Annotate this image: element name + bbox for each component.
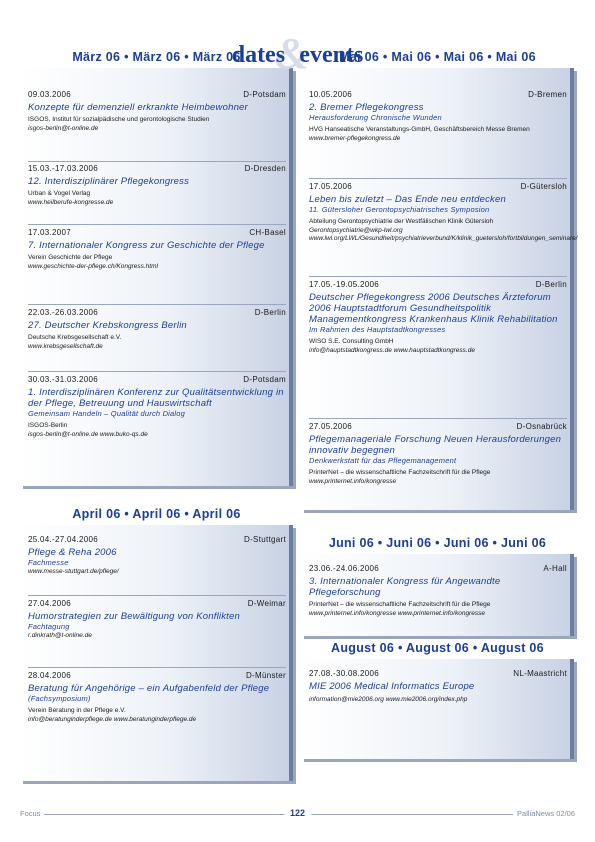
- event-subtitle: (Fachsymposium): [28, 694, 91, 703]
- event-organizer: PrinterNet – die wissenschaftliche Fachzeitschrift für die Pflege: [309, 469, 491, 476]
- event-place: D-Berlin: [535, 280, 567, 289]
- event-date: 25.04.-27.04.2006: [28, 535, 99, 544]
- event-divider: [28, 161, 286, 162]
- events-box-maerz: [20, 68, 293, 486]
- event-date: 27.08.-30.08.2006: [309, 669, 380, 678]
- event-item: [309, 422, 567, 486]
- event-title: 12. Interdisziplinärer Pflegekongress: [28, 176, 190, 187]
- event-subtitle: Fachtagung: [28, 622, 70, 631]
- event-place: D-Potsdam: [243, 375, 286, 384]
- event-item: [309, 669, 567, 705]
- event-url[interactable]: www.printernet.info/kongresse: [309, 477, 397, 485]
- month-heading-mai: Mai 06 • Mai 06 • Mai 06 • Mai 06: [339, 50, 536, 64]
- event-url[interactable]: isgos-berlin@t-online.de www.buko-qs.de: [28, 430, 148, 438]
- month-heading-juni: Juni 06 • Juni 06 • Juni 06 • Juni 06: [328, 536, 547, 550]
- event-item: [28, 599, 286, 641]
- event-url[interactable]: www.heilberufe-kongresse.de: [28, 198, 114, 206]
- month-heading-april: April 06 • April 06 • April 06: [72, 507, 241, 521]
- event-divider: [28, 595, 286, 596]
- month-heading-maerz: März 06 • März 06 • März 06: [72, 50, 241, 64]
- event-item: [28, 535, 286, 577]
- event-url[interactable]: www.messe-stuttgart.de/pflege/: [28, 568, 119, 575]
- event-date: 27.05.2006: [309, 422, 353, 431]
- event-place: D-Berlin: [254, 308, 286, 317]
- event-organizer: Urban & Vogel Verlag: [28, 190, 91, 197]
- month-heading-august: August 06 • August 06 • August 06: [331, 641, 544, 655]
- event-url[interactable]: information@mie2006.org www.mie2006.org/index.php: [309, 696, 468, 703]
- event-divider: [309, 276, 567, 277]
- event-subtitle: Denkwerkstatt für das Pflegemanagement: [309, 456, 457, 465]
- event-title: Konzepte für demenziell erkrankte Heimbewohner: [28, 102, 248, 113]
- event-place: D-Stuttgart: [244, 535, 286, 544]
- event-divider: [28, 224, 286, 225]
- events-box-juni: [301, 554, 574, 636]
- event-place: D-Potsdam: [243, 90, 286, 99]
- event-item: [28, 228, 286, 271]
- event-subtitle: Im Rahmen des Hauptstadtkongresses: [309, 325, 446, 334]
- events-box-april: [20, 525, 293, 781]
- event-title: 7. Internationaler Kongress zur Geschichte der Pflege: [28, 240, 265, 251]
- event-title: Pflege & Reha 2006: [28, 547, 117, 558]
- event-item: [28, 671, 286, 724]
- event-place: D-Weimar: [247, 599, 286, 608]
- event-organizer: Verein Geschichte der Pflege: [28, 254, 113, 261]
- logo-word-dates: dates: [231, 42, 286, 68]
- event-url[interactable]: www.krebsgesellschaft.de: [28, 342, 103, 350]
- event-date: 23.06.-24.06.2006: [309, 564, 380, 573]
- event-organizer: ISGOS-Berlin: [28, 422, 68, 429]
- event-title: 3. Internationaler Kongress für Angewandte Pflegeforschung: [309, 576, 501, 598]
- events-box-mai: [301, 68, 578, 510]
- event-place: D-Osnabrück: [516, 422, 567, 431]
- event-item: [309, 280, 567, 355]
- event-subtitle: Gemeinsam Handeln – Qualität durch Dialog: [28, 409, 186, 418]
- event-item: [309, 182, 578, 244]
- event-organizer: HVG Hanseatische Veranstaltungs-GmbH, Geschäftsbereich Messe Bremen: [309, 126, 530, 133]
- event-title: Deutscher Pflegekongress 2006 Deutsches Ärzteforum 2006 Hauptstadtforum Gesundheitspolitik Managementkongress Krankenhaus Klinik Rehabilitation: [309, 292, 558, 325]
- event-place: D-Bremen: [528, 90, 567, 99]
- event-url[interactable]: Gerontopsychiatrie@wkp-lwl.org www.lwl.org/LWL/Gesundheit/psychiatrieverbund/K/klinik_guetersloh/fortbildungen_seminare/: [309, 226, 578, 242]
- event-title: Beratung für Angehörige – ein Aufgabenfeld der Pflege: [28, 683, 270, 694]
- footer-section-label: Focus: [20, 809, 44, 818]
- event-url[interactable]: info@hauptstadtkongress.de www.hauptstadtkongress.de: [309, 346, 475, 354]
- event-url[interactable]: r.dinkrath@t-online.de: [28, 632, 92, 639]
- event-date: 22.03.-26.03.2006: [28, 308, 99, 317]
- event-organizer: PrinterNet – die wissenschaftliche Fachzeitschrift für die Pflege: [309, 601, 491, 608]
- event-item: [28, 375, 286, 439]
- event-date: 17.05.2006: [309, 182, 353, 191]
- event-organizer: Abteilung Gerontopsychiatrie der Westfälischen Klinik Gütersloh: [309, 218, 494, 225]
- event-place: A-Hall: [543, 564, 567, 573]
- event-subtitle: 11. Gütersloher Gerontopsychiatrisches Symposion: [309, 205, 490, 214]
- event-organizer: Verein Beratung in der Pflege e.V.: [28, 707, 126, 714]
- event-date: 28.04.2006: [28, 671, 72, 680]
- event-item: [28, 308, 286, 351]
- event-url[interactable]: www.printernet.info/kongresse www.printernet.info/kongresse: [309, 609, 485, 617]
- event-date: 09.03.2006: [28, 90, 72, 99]
- footer-issue-label: PalliaNews 02/06: [513, 809, 575, 818]
- event-title: 2. Bremer Pflegekongress: [309, 102, 424, 113]
- page-number: 122: [284, 808, 311, 818]
- event-date: 17.05.-19.05.2006: [309, 280, 380, 289]
- logo-ampersand: &: [275, 29, 310, 78]
- event-title: 27. Deutscher Krebskongress Berlin: [28, 320, 187, 331]
- event-subtitle: Fachmesse: [28, 558, 69, 567]
- event-title: MIE 2006 Medical Informatics Europe: [309, 681, 475, 692]
- event-title: 1. Interdisziplinären Konferenz zur Qualitätsentwicklung in der Pflege, Betreuung und Hauswirtschaft: [28, 387, 284, 409]
- page-footer: [20, 808, 575, 822]
- event-title: Pflegemanageriale Forschung Neuen Herausforderungen innovativ begegnen: [309, 434, 562, 456]
- event-date: 27.04.2006: [28, 599, 72, 608]
- event-divider: [28, 371, 286, 372]
- event-title: Leben bis zuletzt – Das Ende neu entdecken: [309, 194, 506, 205]
- event-url[interactable]: info@beratunginderpflege.de www.beratunginderpflege.de: [28, 715, 197, 723]
- event-organizer: Deutsche Krebsgesellschaft e.V.: [28, 334, 122, 341]
- event-item: [28, 90, 286, 133]
- logo-word-events: events: [299, 42, 364, 68]
- event-date: 10.05.2006: [309, 90, 353, 99]
- event-place: NL-Maastricht: [513, 669, 567, 678]
- event-item: [309, 564, 567, 618]
- event-item: [28, 164, 286, 207]
- event-organizer: ISGOS, Institut für sozialpädische und gerontologische Studien: [28, 116, 210, 123]
- event-date: 15.03.-17.03.2006: [28, 164, 99, 173]
- event-place: CH-Basel: [249, 228, 286, 237]
- event-url[interactable]: www.bremer-pflegekongress.de: [309, 134, 401, 142]
- event-place: D-Dresden: [244, 164, 286, 173]
- event-url[interactable]: www.geschichte-der-pflege.ch/Kongress.html: [28, 262, 158, 270]
- event-url[interactable]: isgos-berlin@t-online.de: [28, 124, 99, 132]
- event-date: 30.03.-31.03.2006: [28, 375, 99, 384]
- event-title: Humorstrategien zur Bewältigung von Konflikten: [28, 611, 240, 622]
- event-date: 17.03.2007: [28, 228, 72, 237]
- event-organizer: WISO S.E. Consulting GmbH: [309, 338, 394, 345]
- event-place: D-Münster: [245, 671, 286, 680]
- events-box-august: [301, 659, 574, 759]
- event-place: D-Gütersloh: [520, 182, 567, 191]
- event-item: [309, 90, 567, 143]
- event-divider: [309, 418, 567, 419]
- event-subtitle: Herausforderung Chronische Wunden: [309, 113, 442, 122]
- event-divider: [309, 178, 567, 179]
- event-divider: [28, 667, 286, 668]
- event-divider: [28, 304, 286, 305]
